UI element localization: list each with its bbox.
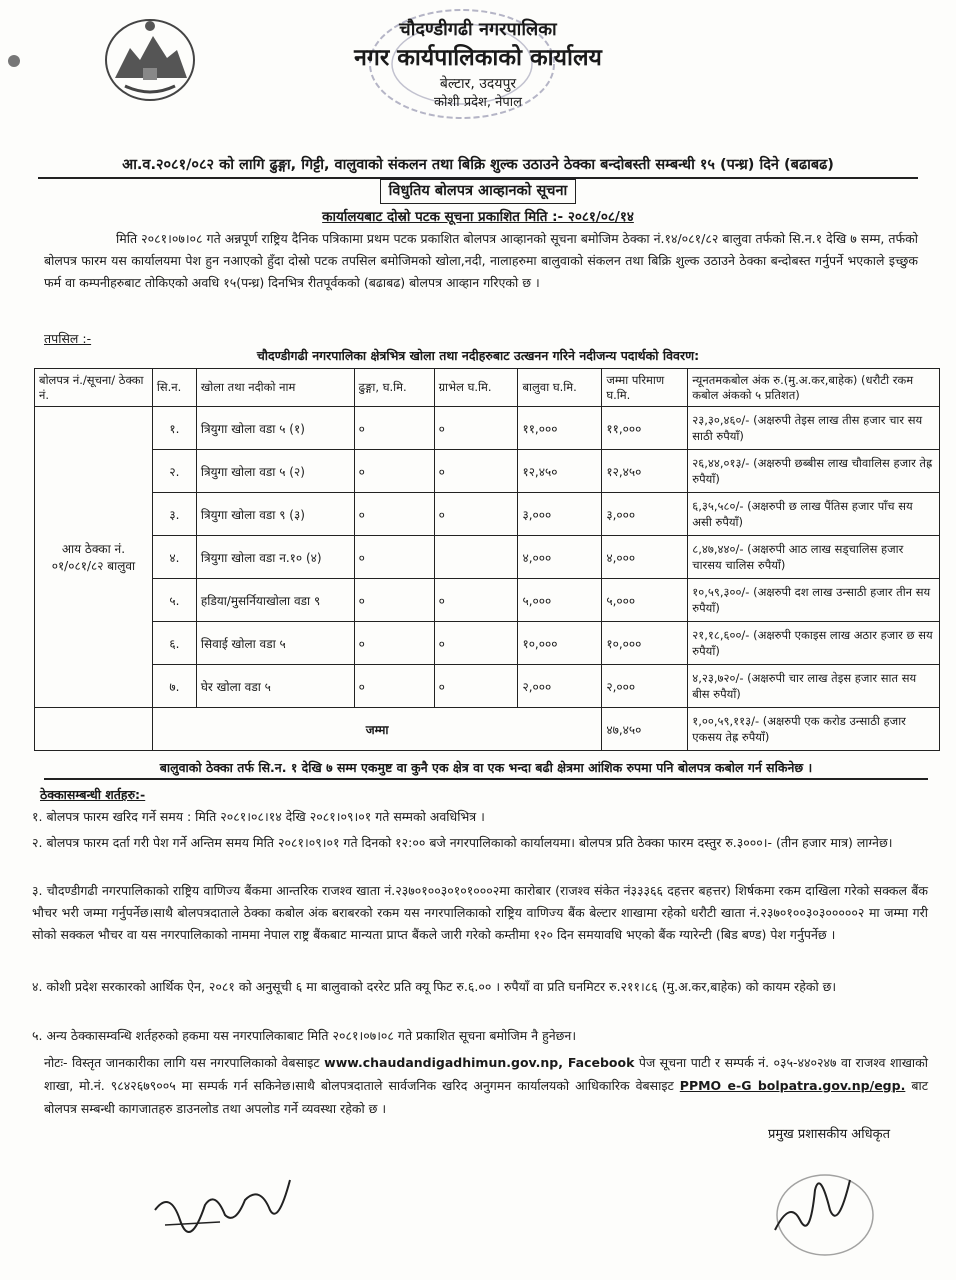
municipality-name: चौदण्डीगढी नगरपालिका	[399, 19, 557, 40]
publication-date: कार्यालयबाट दोस्रो पटक सूचना प्रकाशित मिति :- २०८१/०८/१४	[322, 209, 634, 225]
condition-1: १. बोलपत्र फारम खरिद गर्ने समय : मिति २०८१।०८।१४ देखि २०८१।०९।०१ गते सम्मको अवधिभित्र ।	[32, 809, 485, 824]
total-label: जम्मा	[152, 708, 601, 751]
website-link[interactable]: www.chaudandigadhimun.gov.np,	[324, 1055, 563, 1070]
row-river-name: हडिया/मुसर्नियाखोला वडा ९	[196, 579, 354, 622]
row-total-qty: २,०००	[602, 665, 688, 708]
row-stone: ०	[354, 579, 434, 622]
row-gravel: ०	[434, 579, 518, 622]
total-blank	[35, 708, 153, 751]
row-stone: ०	[354, 493, 434, 536]
row-stone: ०	[354, 536, 434, 579]
bid-note: बालुवाको ठेक्का तर्फ सि.न. १ देखि ७ सम्म एकमुष्ट वा कुनै एक क्षेत्र वा एक भन्दा बढी क्षेत्रमा आंशिक रुपमा पनि बोलपत्र कबोल गर्न सकिनेछ ।	[44, 759, 928, 780]
conditions-title: ठेक्कासम्बन्धी शर्तहरु:-	[40, 787, 146, 802]
row-total-qty: १०,०००	[602, 622, 688, 665]
row-total-qty: ३,०००	[602, 493, 688, 536]
table-caption: चौदण्डीगढी नगरपालिका क्षेत्रभित्र खोला तथा नदीहरुबाट उत्खनन गरिने नदीजन्य पदार्थको विवरण:	[256, 348, 700, 363]
contract-table	[34, 368, 940, 751]
col-header-river-name: खोला तथा नदीको नाम	[196, 369, 354, 407]
table-row	[35, 536, 940, 579]
row-gravel: ०	[434, 407, 518, 450]
notice-title-line2: विधुतिय बोलपत्र आव्हानको सूचना	[380, 179, 577, 204]
row-stone: ०	[354, 622, 434, 665]
col-header-contract-no: बोलपत्र नं./सूचना/ ठेक्का नं.	[35, 369, 153, 407]
table-total-row	[35, 708, 940, 751]
footnote-suffix: बाट बोलपत्र सम्बन्धी कागजातहरु डाउनलोड तथा अपलोड गर्ने व्यवस्था रहेको छ ।	[44, 1078, 928, 1116]
notice-title-line1: आ.व.२०८१/०८२ को लागि ढुङ्गा, गिट्टी, वालुवाको संकलन तथा बिक्रि शुल्क उठाउने ठेक्का बन्दोबस्ती सम्बन्धी १५ (पन्ध्र) दिने (बढाबढ)	[38, 154, 918, 179]
condition-5: ५. अन्य ठेक्कासम्वन्धि शर्तहरुको हकमा यस नगरपालिकाबाट मिति २०८१।०७।०८ गते प्रकाशित सूचना बमोजिम नै हुनेछन।	[32, 1028, 577, 1043]
row-sn: ६.	[152, 622, 196, 665]
row-sn: १.	[152, 407, 196, 450]
total-amount: १,००,५९,११३/- (अक्षरुपी एक करोड उन्साठी हजार एकसय तेह्र रुपैयाँ)	[688, 708, 940, 751]
row-min-bid: ६,३५,५८०/- (अक्षरुपी छ लाख पैंतिस हजार पाँच सय असी रुपैयाँ)	[688, 493, 940, 536]
row-river-name: त्रियुगा खोला वडा न.१० (४)	[196, 536, 354, 579]
row-min-bid: ८,४७,४४०/- (अक्षरुपी आठ लाख सड्चालिस हजार चारसय चालिस रुपैयाँ)	[688, 536, 940, 579]
col-header-min-bid: न्यूनतमकबोल अंक रु.(मु.अ.कर,बाहेक) (धरौटी रकम कबोल अंकको ५ प्रतिशत)	[688, 369, 940, 407]
row-min-bid: २६,४४,०१३/- (अक्षरुपी छब्बीस लाख चौवालिस हजार तेह्र रुपैयाँ)	[688, 450, 940, 493]
row-sand: ११,०००	[518, 407, 602, 450]
office-location: बेल्टार, उदयपुर	[439, 76, 517, 92]
row-min-bid: २३,३०,४६०/- (अक्षरुपी तेइस लाख तीस हजार चार सय साठी रुपैयाँ)	[688, 407, 940, 450]
table-row	[35, 493, 940, 536]
province-name: कोशी प्रदेश, नेपाल	[434, 95, 522, 110]
col-header-stone: ढुङ्गा, घ.मि.	[354, 369, 434, 407]
row-sn: ४.	[152, 536, 196, 579]
row-sand: १०,०००	[518, 622, 602, 665]
table-row	[35, 665, 940, 708]
row-sand: १२,४५०	[518, 450, 602, 493]
row-river-name: त्रियुगा खोला वडा ५ (१)	[196, 407, 354, 450]
handwritten-signature-left	[150, 1170, 300, 1240]
row-sand: ५,०००	[518, 579, 602, 622]
row-sn: ५.	[152, 579, 196, 622]
row-stone: ०	[354, 407, 434, 450]
row-min-bid: ४,२३,७२०/- (अक्षरुपी चार लाख तेइस हजार सात सय बीस रुपैयाँ)	[688, 665, 940, 708]
intro-paragraph: मिति २०८१।०७।०८ गते अन्नपूर्ण राष्ट्रिय दैनिक पत्रिकामा प्रथम पटक प्रकाशित बोलपत्र आव्हानको सूचना बमोजिम ठेक्का नं.१४/०८१/८२ बालुवा तर्फको सि.न.१ देखि ७ सम्म, तर्फको बोलपत्र फारम यस कार्यालयमा पेश हुन नआएको हुँदा दोस्रो पटक तपसिल बमोजिमको खोला,नदी, नालाहरुमा बालुवाको संकलन तथा बिक्रि शुल्क उठाउने ठेक्का बन्दोबस्त गर्नुपर्ने भएकाले इच्छुक फर्म वा कम्पनीहरुबाट तोकिएको अवधि १५(पन्ध्र) दिनभित्र रीतपूर्वकको (बढाबढ) बोलपत्र आव्हान गरिएको छ ।	[44, 231, 918, 290]
col-header-gravel: ग्राभेल घ.मि.	[434, 369, 518, 407]
row-sn: ७.	[152, 665, 196, 708]
col-header-sand: बालुवा घ.मि.	[518, 369, 602, 407]
row-total-qty: १२,४५०	[602, 450, 688, 493]
office-name: नगर कार्यपालिकाको कार्यालय	[354, 45, 602, 71]
row-sand: ३,०००	[518, 493, 602, 536]
schedule-label: तपसिल :-	[44, 331, 92, 346]
condition-3: ३. चौदण्डीगढी नगरपालिकाको राष्ट्रिय वाणिज्य बैंकमा आन्तरिक राजश्व खाता नं.२३७०१००३०१०१०००२मा कारोबार (राजश्व संकेत नं३३३६६ दहत्तर बहत्तर) शिर्षकमा रकम दाखिला गरेको सक्कल बैंक भौचर भरी जम्मा गर्नुपर्नेछ।साथै बोलपत्रदाताले ठेक्का कबोल अंक बराबरको रकम यस नगरपालिकाको राष्ट्रिय वाणिज्य बैंक बेल्टार शाखामा रहेको धरौटी खाता नं.२३७०१००३०३०००००२ मा जम्मा गरी सोको सक्कल भौचर वा यस नगरपालिकाको नाममा नेपाल राष्ट्र बैंकबाट मान्यता प्राप्त बैंकले जारी गरेको कम्तीमा १२० दिन समयावधि भएको बैंक ग्यारेन्टी (बिड बण्ड) पेश गर्नुपर्नेछ ।	[32, 883, 928, 942]
table-row	[35, 407, 940, 450]
row-sn: २.	[152, 450, 196, 493]
row-gravel: ०	[434, 665, 518, 708]
row-gravel: ०	[434, 493, 518, 536]
facebook-label: Facebook	[563, 1055, 635, 1070]
row-total-qty: ५,०००	[602, 579, 688, 622]
table-row	[35, 450, 940, 493]
row-min-bid: १०,५९,३००/- (अक्षरुपी दश लाख उन्साठी हजार तीन सय रुपैयाँ)	[688, 579, 940, 622]
row-sn: ३.	[152, 493, 196, 536]
col-header-total-qty: जम्मा परिमाण घ.मि.	[602, 369, 688, 407]
col-header-sn: सि.न.	[152, 369, 196, 407]
row-stone: ०	[354, 665, 434, 708]
ppmo-link[interactable]: PPMO e-G bolpatra.gov.np/egp.	[679, 1078, 906, 1093]
condition-2: २. बोलपत्र फारम दर्ता गरी पेश गर्ने अन्तिम समय मिति २०८१।०९।०१ गते दिनको १२:०० बजे नगरपालिकाको कार्यालयमा। बोलपत्र प्रति ठेक्का फारम दस्तुर रु.३०००।- (तीन हजार मात्र) लाग्नेछ।	[32, 835, 893, 850]
row-sand: ४,०००	[518, 536, 602, 579]
row-sand: २,०००	[518, 665, 602, 708]
row-river-name: त्रियुगा खोला वडा ५ (२)	[196, 450, 354, 493]
row-river-name: त्रियुगा खोला वडा ९ (३)	[196, 493, 354, 536]
row-river-name: घेर खोला वडा ५	[196, 665, 354, 708]
footnote	[44, 1051, 928, 1120]
table-header-row	[35, 369, 940, 407]
row-gravel: ०	[434, 450, 518, 493]
row-min-bid: २१,१८,६००/- (अक्षरुपी एकाइस लाख अठार हजार छ सय रुपैयाँ)	[688, 622, 940, 665]
table-row	[35, 622, 940, 665]
row-gravel	[434, 536, 518, 579]
notice-title	[38, 154, 918, 204]
total-qty: ४७,४५०	[602, 708, 688, 751]
row-stone: ०	[354, 450, 434, 493]
handwritten-signature-stamp-right	[760, 1160, 880, 1260]
table-row	[35, 579, 940, 622]
row-total-qty: ११,०००	[602, 407, 688, 450]
row-river-name: सिवाई खोला वडा ५	[196, 622, 354, 665]
contract-group-label: आय ठेक्का नं. ०१/०८१/८२ बालुवा	[35, 407, 153, 708]
condition-4: ४. कोशी प्रदेश सरकारको आर्थिक ऐन, २०८१ को अनुसूची ६ मा बालुवाको दररेट प्रति क्यू फिट रु.६.०० । रुपैयाँ वा प्रति घनमिटर रु.२११।८६ (मु.अ.कर,बाहेक) को कायम रहेको छ।	[32, 979, 837, 994]
footnote-middle: पेज सूचना पाटी र सम्पर्क नं. ०३५-४४०२४७ वा राजश्व शाखाको शाखा, मो.नं. ९८४२६७९००५ मा सम्पर्क गर्न सकिनेछ।साथै बोलपत्रदाताले सार्वजनिक खरिद अनुगमन कार्यालयको आधिकारिक वेबसाइट	[44, 1055, 928, 1093]
row-gravel: ०	[434, 622, 518, 665]
footnote-prefix: नोटः- विस्तृत जानकारीका लागि यस नगरपालिकाको वेबसाइट	[44, 1055, 325, 1070]
letterhead	[0, 18, 956, 112]
officer-title: प्रमुख प्रशासकीय अधिकृत	[767, 1127, 890, 1142]
row-total-qty: ४,०००	[602, 536, 688, 579]
